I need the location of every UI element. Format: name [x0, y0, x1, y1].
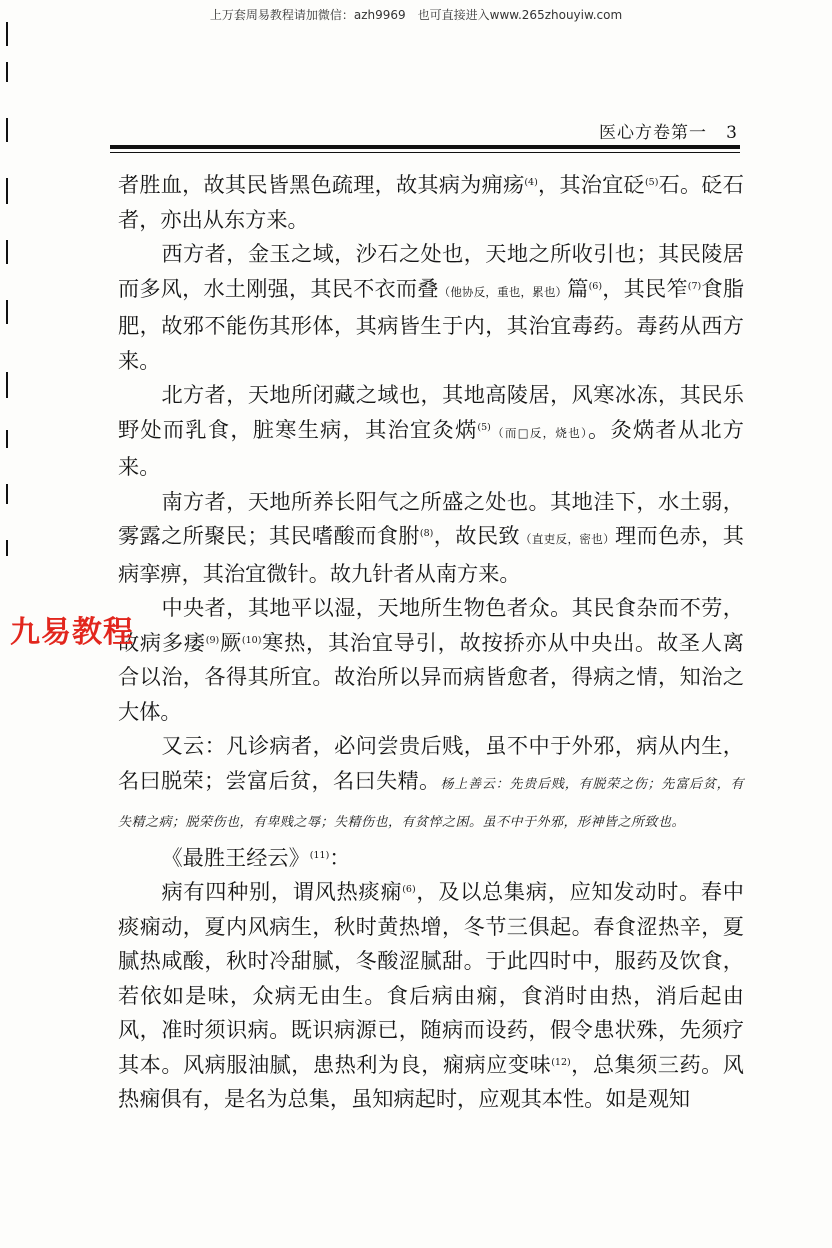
running-header — [110, 118, 738, 143]
main-text — [118, 168, 744, 1117]
scan-edge-mark — [6, 22, 8, 46]
header-rule-thin — [110, 152, 740, 153]
scan-edge-mark — [6, 118, 8, 142]
header-rule-thick — [110, 145, 740, 149]
header-title: 医心方卷第一 — [598, 123, 707, 143]
scan-edge-mark — [6, 300, 8, 324]
scan-edge-mark — [6, 62, 8, 82]
commentary-note: 杨上善云：先贵后贱，有脱荣之伤；先富后贫，有失精之病；脱荣伤也，有卑贱之辱；失精伤也，有贫悴之困。虽不中于外邪，形神皆之所致也。 — [118, 776, 744, 830]
paragraph-4: 南方者，天地所养长阳气之所盛之处也。其地洼下，水土弱，雾露之所聚民；其民嗜酸而食胕$^{(8)}$，故民致（直吏反，密也）理而色赤，其病挛痹，其治宜微针。故九针者从南方来。 — [118, 488, 744, 586]
scan-edge-mark — [6, 240, 8, 264]
scan-edge-mark — [6, 372, 8, 398]
paragraph-6: 又云：凡诊病者，必问尝贵后贱，虽不中于外邪，病从内生，名曰脱荣；尝富后贫，名曰失精。杨上善云：先贵后贱，有脱荣之伤；先富后贫，有失精之病；脱荣伤也，有卑贱之辱；失精伤也，有贫悴之困。虽不中于外邪，形神皆之所致也。 — [118, 733, 744, 830]
paragraph-8: 病有四种别，谓风热痰痫$^{(6)}$，及以总集病，应知发动时。春中痰痫动，夏内风病生，秋时黄热增，冬节三俱起。春食涩热辛，夏腻热咸酸，秋时冷甜腻，冬酸涩腻甜。于此四时中，服药及饮食，若依如是味，众病无由生。食后病由痫，食消时由热，消后起由风，准时须识病。既识病源已，随病而设药，假令患状殊，先须疗其本。风病服油腻，患热利为良，痫病应变味$^{(12)}$，总集须三药。风热痫俱有，是名为总集，虽知病起时，应观其本性。如是观知 — [118, 879, 744, 1111]
watermark-logo: 九易教程 — [10, 615, 134, 650]
scan-edge-mark — [6, 430, 8, 448]
paragraph-5: 中央者，其地平以湿，天地所生物色者众。其民食杂而不劳，故病多痿$^{(9)}$厥$^{(10)}$寒热，其治宜导引，故按挢亦从中央出。故圣人离合以治，各得其所宜。故治所以异而病皆愈者，得病之情，知治之大体。 — [118, 595, 744, 724]
top-note: 上万套周易教程请加微信：azh9969 也可直接进入www.265zhouyiw.com — [209, 8, 623, 22]
scan-edge-mark — [6, 484, 8, 504]
scan-edge-mark — [6, 540, 8, 556]
scan-edge-mark — [6, 178, 8, 204]
paragraph-2: 西方者，金玉之域，沙石之处也，天地之所收引也；其民陵居而多风，水土刚强，其民不衣而叠（他协反，重也，累也）篇$^{(6)}$，其民笮$^{(7)}$食脂肥，故邪不能伤其形体，其病皆生于内，其治宜毒药。毒药从西方来。 — [118, 241, 744, 373]
page-number: 3 — [726, 123, 738, 143]
paragraph-1: 者胜血，故其民皆黑色疏理，故其病为痈疡$^{(4)}$，其治宜砭$^{(5)}$石。砭石者，亦出从东方来。 — [118, 172, 744, 232]
paragraph-3: 北方者，天地所闭藏之域也，其地高陵居，风寒冰冻，其民乐野处而乳食，脏寒生病，其治宜灸焫$^{(5)}$（而□反，烧也）。灸焫者从北方来。 — [118, 382, 744, 479]
paragraph-7: 《最胜王经云》$^{(11)}$： — [161, 844, 351, 870]
